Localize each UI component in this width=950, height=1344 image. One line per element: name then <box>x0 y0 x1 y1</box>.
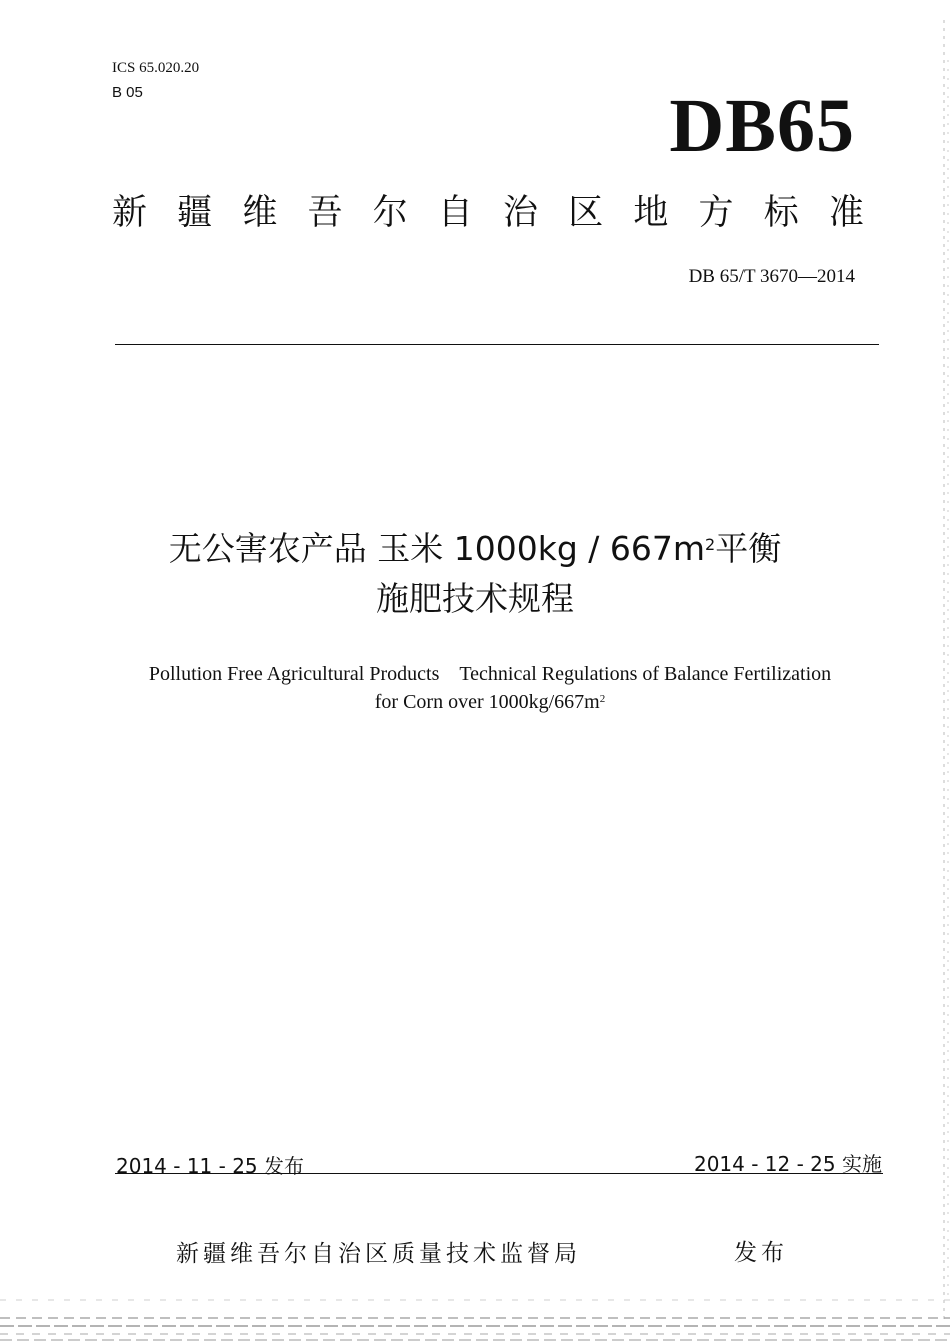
issue-label: 发布 <box>734 1240 788 1266</box>
title-chinese <box>0 524 950 624</box>
title-chinese-line-1-end: 平衡 <box>715 529 782 568</box>
publish-date: 2014 - 11 - 25 发布 <box>116 1154 305 1178</box>
standard-type-char: 疆 <box>177 193 213 233</box>
title-chinese-line-1 <box>0 524 950 574</box>
standard-type-char: 吾 <box>307 193 343 233</box>
standard-type-char: 新 <box>112 193 148 233</box>
title-chinese-line-2: 施肥技术规程 <box>376 579 574 618</box>
title-english <box>60 660 920 716</box>
title-english-part-2: Technical Regulations of Balance Fertilization <box>459 663 832 685</box>
title-chinese-superscript: 2 <box>705 535 716 554</box>
implement-date: 2014 - 12 - 25 实施 <box>693 1152 882 1176</box>
standard-type-char: 地 <box>633 193 669 233</box>
standard-type-char: 方 <box>698 193 734 233</box>
standard-type <box>112 193 864 233</box>
standard-number: DB 65/T 3670—2014 <box>688 266 855 287</box>
standard-type-char: 准 <box>828 193 864 233</box>
title-english-part-1: Pollution Free Agricultural Products <box>148 663 440 685</box>
standard-type-char: 自 <box>437 193 473 233</box>
ics-code: ICS 65.020.20 <box>112 60 200 76</box>
issuing-authority: 新疆维吾尔自治区质量技术监督局 <box>176 1241 581 1267</box>
standard-type-char: 尔 <box>372 193 408 233</box>
footer-divider <box>115 1173 883 1174</box>
title-english-superscript: 2 <box>599 693 606 705</box>
title-chinese-line-1-text: 无公害农产品 玉米 1000kg / 667m <box>168 529 706 568</box>
standard-type-char: 区 <box>568 193 604 233</box>
classification-code: B 05 <box>112 84 143 101</box>
header-divider <box>115 344 879 345</box>
title-english-line-2 <box>60 688 920 716</box>
title-english-line-1 <box>60 660 920 688</box>
standard-type-char: 治 <box>503 193 539 233</box>
title-english-line-2-text: for Corn over 1000kg/667m <box>374 691 600 713</box>
standard-type-char: 维 <box>242 193 278 233</box>
standard-type-char: 标 <box>763 193 799 233</box>
standard-logo: DB65 <box>669 84 855 168</box>
